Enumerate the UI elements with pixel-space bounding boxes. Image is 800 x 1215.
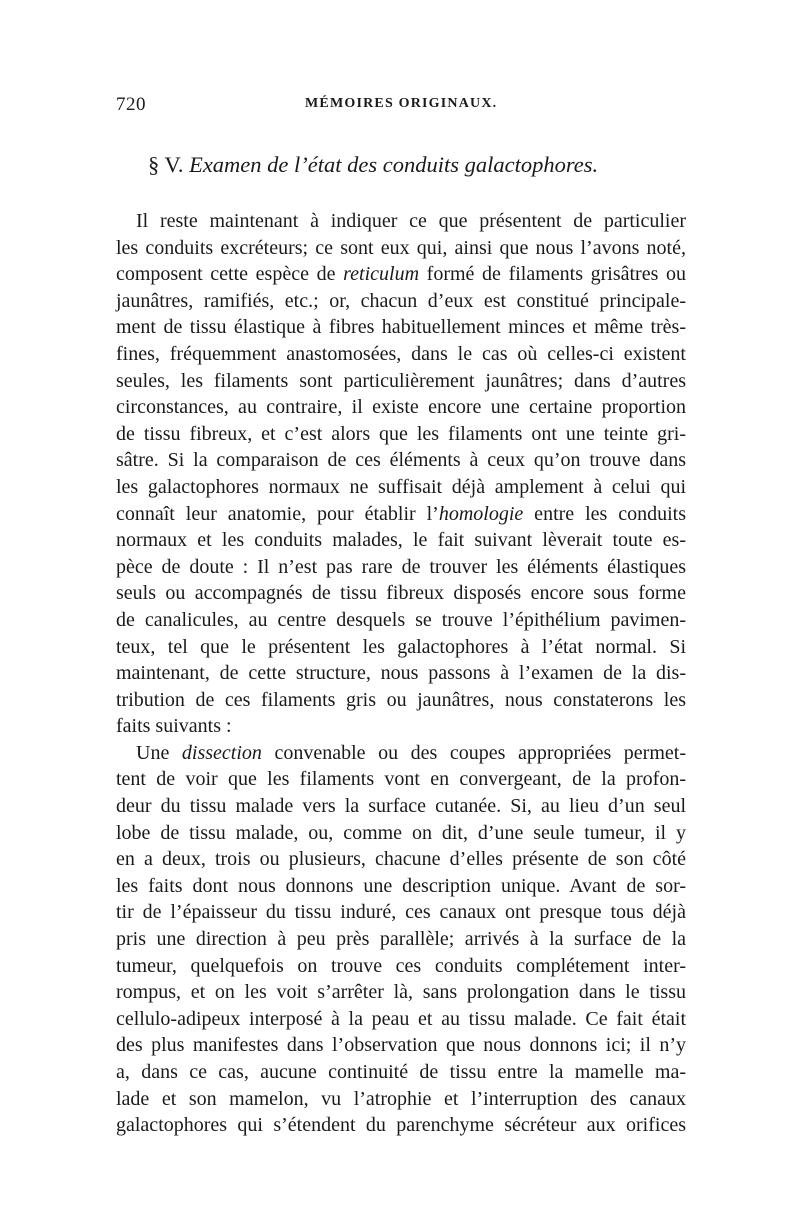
text-line [116, 820, 686, 847]
line-segment: connaît leur anatomie, pour établir l’ [116, 502, 439, 525]
line-segment: sâtre. Si la comparaison de ces éléments à ceux qu’on trouve dans [116, 449, 686, 472]
line-segment: lade et son mamelon, vu l’atrophie et l’interruption des canaux [116, 1087, 686, 1110]
text-line [116, 261, 686, 288]
line-segment: entre les conduits [523, 502, 686, 525]
text-line [116, 554, 686, 581]
text-line [116, 447, 686, 474]
text-line [116, 687, 686, 714]
text-line [116, 607, 686, 634]
text-line [116, 634, 686, 661]
line-segment: formé de filaments grisâtres ou [419, 263, 687, 286]
line-segment: en a deux, trois ou plusieurs, chacune d’elles présente de son côté [116, 848, 686, 871]
line-segment: tumeur, quelquefois on trouve ces conduits complétement inter- [116, 954, 686, 977]
line-segment: fines, fréquemment anastomosées, dans le cas où celles-ci existent [116, 342, 686, 365]
text-line [116, 314, 686, 341]
line-segment: jaunâtres, ramifiés, etc.; or, chacun d’eux est constitué principale- [116, 289, 686, 312]
text-line [116, 1006, 686, 1033]
text-line [116, 660, 686, 687]
line-segment: les galactophores normaux ne suffisait déjà amplement à celui qui [116, 475, 686, 498]
line-segment: pèce de doute : Il n’est pas rare de trouver les éléments élastiques [116, 555, 686, 578]
text-line [116, 288, 686, 315]
line-segment: maintenant, de cette structure, nous passons à l’examen de la dis- [116, 662, 686, 685]
line-segment: a, dans ce cas, aucune continuité de tissu entre la mamelle ma- [116, 1061, 686, 1083]
line-segment: rompus, et on les voit s’arrêter là, sans prolongation dans le tissu [116, 981, 686, 1004]
text-line [116, 394, 686, 421]
line-segment: seuls ou accompagnés de tissu fibreux disposés encore sous forme [116, 582, 686, 605]
line-segment: pris une direction à peu près parallèle; arrivés à la surface de la [116, 928, 686, 951]
text-line [116, 341, 686, 368]
text-line [116, 926, 686, 953]
line-segment: teux, tel que le présentent les galactophores à l’état normal. Si [116, 635, 686, 658]
text-line [116, 713, 686, 740]
page-number: 720 [116, 94, 146, 115]
italic-term: dissection [181, 741, 262, 764]
line-segment: tir de l’épaisseur du tissu induré, ces canaux ont presque tous déjà [116, 901, 686, 924]
line-segment: circonstances, au contraire, il existe encore une certaine proportion [116, 396, 686, 419]
text-line [116, 474, 686, 501]
text-line [116, 1032, 686, 1059]
line-segment: de tissu fibreux, et c’est alors que les filaments ont une teinte gri- [116, 422, 686, 445]
line-segment: ment de tissu élastique à fibres habituellement minces et même très- [116, 316, 686, 339]
line-segment: galactophores qui s’étendent du parenchyme sécréteur aux orifices [116, 1114, 686, 1137]
italic-term: reticulum [343, 263, 420, 286]
running-title: MÉMOIRES ORIGINAUX. [305, 96, 498, 111]
text-line [116, 873, 686, 900]
line-segment: Il reste maintenant à indiquer ce que présentent de particulier [136, 210, 686, 232]
line-segment: tent de voir que les filaments vont en convergeant, de la profon- [116, 768, 686, 791]
text-line [116, 1059, 686, 1086]
line-segment: les faits dont nous donnons une description unique. Avant de sor- [116, 874, 686, 897]
text-line [116, 580, 686, 607]
text-line [116, 766, 686, 793]
section-number: § V. [148, 152, 184, 177]
line-segment: normaux et les conduits malades, le fait suivant lèverait toute es- [116, 529, 686, 552]
line-segment: les conduits excréteurs; ce sont eux qui, ainsi que nous l’avons noté, [116, 236, 686, 259]
text-line [116, 1112, 686, 1139]
line-segment: convenable ou des coupes appropriées permet- [261, 741, 686, 764]
section-title: Examen de l’état des conduits galactophores. [189, 152, 599, 177]
text-line [116, 235, 686, 262]
text-line [116, 368, 686, 395]
body-text [116, 208, 686, 1139]
line-segment: cellulo-adipeux interposé à la peau et au tissu malade. Ce fait était [116, 1007, 686, 1030]
running-head [116, 94, 686, 124]
line-segment: tribution de ces filaments gris ou jaunâtres, nous constaterons les [116, 688, 686, 711]
text-line [116, 979, 686, 1006]
text-line [116, 208, 686, 235]
line-segment: des plus manifestes dans l’observation que nous donnons ici; il n’y [116, 1034, 686, 1057]
text-line [116, 899, 686, 926]
line-segment: de canalicules, au centre desquels se trouve l’épithélium pavimen- [116, 608, 686, 631]
text-line [116, 740, 686, 767]
text-line [116, 1086, 686, 1113]
text-line [116, 953, 686, 980]
line-segment: deur du tissu malade vers la surface cutanée. Si, au lieu d’un seul [116, 795, 686, 818]
italic-term: homologie [438, 502, 524, 525]
line-segment: lobe de tissu malade, ou, comme on dit, d’une seule tumeur, il y [116, 821, 686, 844]
text-line [116, 421, 686, 448]
text-line [116, 846, 686, 873]
text-line [116, 501, 686, 528]
line-segment: Une [136, 741, 182, 764]
section-heading [148, 152, 598, 178]
text-line [116, 527, 686, 554]
text-line [116, 793, 686, 820]
line-segment: faits suivants : [116, 715, 232, 738]
line-segment: composent cette espèce de [116, 263, 344, 286]
line-segment: seules, les filaments sont particulièrement jaunâtres; dans d’autres [116, 369, 686, 392]
